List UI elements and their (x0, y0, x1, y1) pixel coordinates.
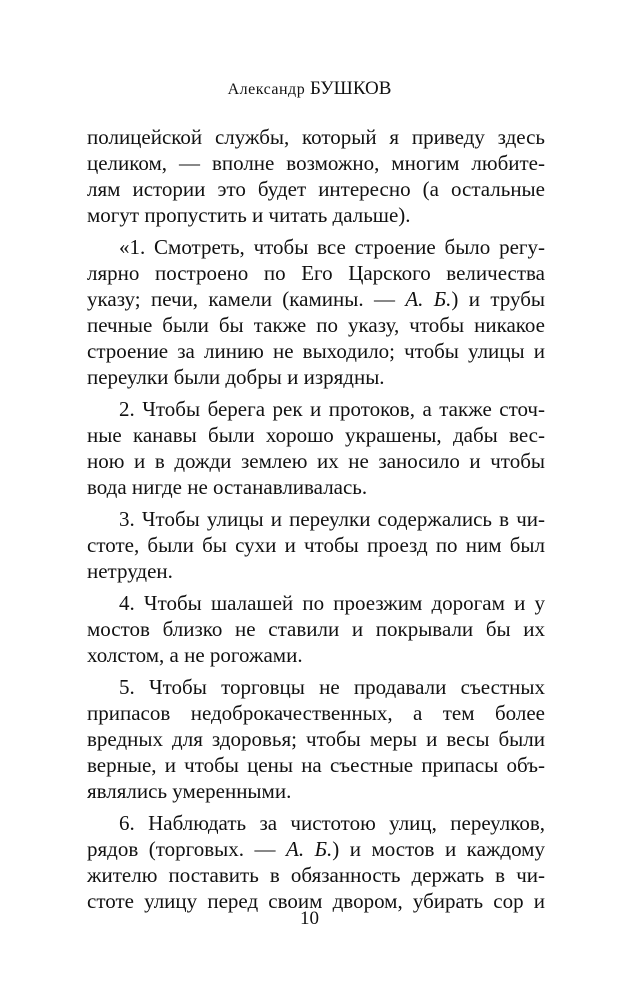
text-line: стоте улицу перед своим двором, убирать сор и (87, 889, 545, 913)
text-line: могут пропустить и читать дальше). (87, 203, 411, 227)
text-line: ною и в дожди землею их не заносило и чтобы (87, 449, 545, 473)
text-line: 6. Наблюдать за чистотою улиц, переулков, (119, 811, 545, 835)
text-line: вредных для здоровья; чтобы меры и весы были (87, 727, 545, 751)
text-line: строение за линию не выходило; чтобы улицы и (87, 339, 545, 363)
text-line: жителю поставить в обязанность держать в чи- (87, 863, 545, 887)
paragraph-item-6 (87, 810, 545, 914)
running-header (0, 78, 619, 100)
text-fragment: рядов (торговых. — (87, 837, 287, 861)
text-fragment: указу; печи, камели (камины. — (87, 287, 406, 311)
paragraph-item-2 (87, 396, 545, 500)
text-line (87, 836, 545, 862)
body-text (87, 124, 545, 920)
text-line: полицейской службы, который я приведу здесь (87, 125, 545, 149)
text-line: холстом, а не рогожами. (87, 643, 303, 667)
text-line: припасов недоброкачественных, а тем более (87, 701, 545, 725)
text-line: нетруден. (87, 559, 173, 583)
author-initials: А. Б. (405, 287, 452, 311)
text-line: ные канавы были хорошо украшены, дабы вес- (87, 423, 545, 447)
paragraph-item-4 (87, 590, 545, 668)
paragraph-item-1 (87, 234, 545, 390)
text-line: целиком, — вполне возможно, многим любите- (87, 151, 545, 175)
text-line: 2. Чтобы берега рек и протоков, а также сточ- (119, 397, 545, 421)
text-line: лям истории это будет интересно (а остальные (87, 177, 545, 201)
paragraph-item-3 (87, 506, 545, 584)
paragraph (87, 124, 545, 228)
text-line: «1. Смотреть, чтобы все строение было регу- (119, 235, 545, 259)
text-line: переулки были добры и изрядны. (87, 365, 385, 389)
text-fragment: ) и мостов и каждому (332, 837, 545, 861)
author-last-name: БУШКОВ (309, 78, 392, 99)
text-line: вода нигде не останавливалась. (87, 475, 368, 499)
text-line: лярно построено по Его Царского величества (87, 261, 545, 285)
text-line (87, 286, 545, 312)
text-line: 4. Чтобы шалашей по проезжим дорогам и у (119, 591, 545, 615)
text-line: печные были бы также по указу, чтобы никакое (87, 313, 545, 337)
text-line: верные, и чтобы цены на съестные припасы объ- (87, 753, 545, 777)
text-line: 5. Чтобы торговцы не продавали съестных (119, 675, 545, 699)
text-line: стоте, были бы сухи и чтобы проезд по ним был (87, 533, 545, 557)
paragraph-item-5 (87, 674, 545, 804)
text-line: 3. Чтобы улицы и переулки содержались в чи- (119, 507, 545, 531)
text-fragment: ) и трубы (451, 287, 546, 311)
author-initials: А. Б. (286, 837, 333, 861)
text-line: являлись умеренными. (87, 779, 292, 803)
text-line: мостов близко не ставили и покрывали бы их (87, 617, 545, 641)
page-number: 10 (300, 908, 319, 929)
author-first-name: Александр (227, 81, 306, 98)
